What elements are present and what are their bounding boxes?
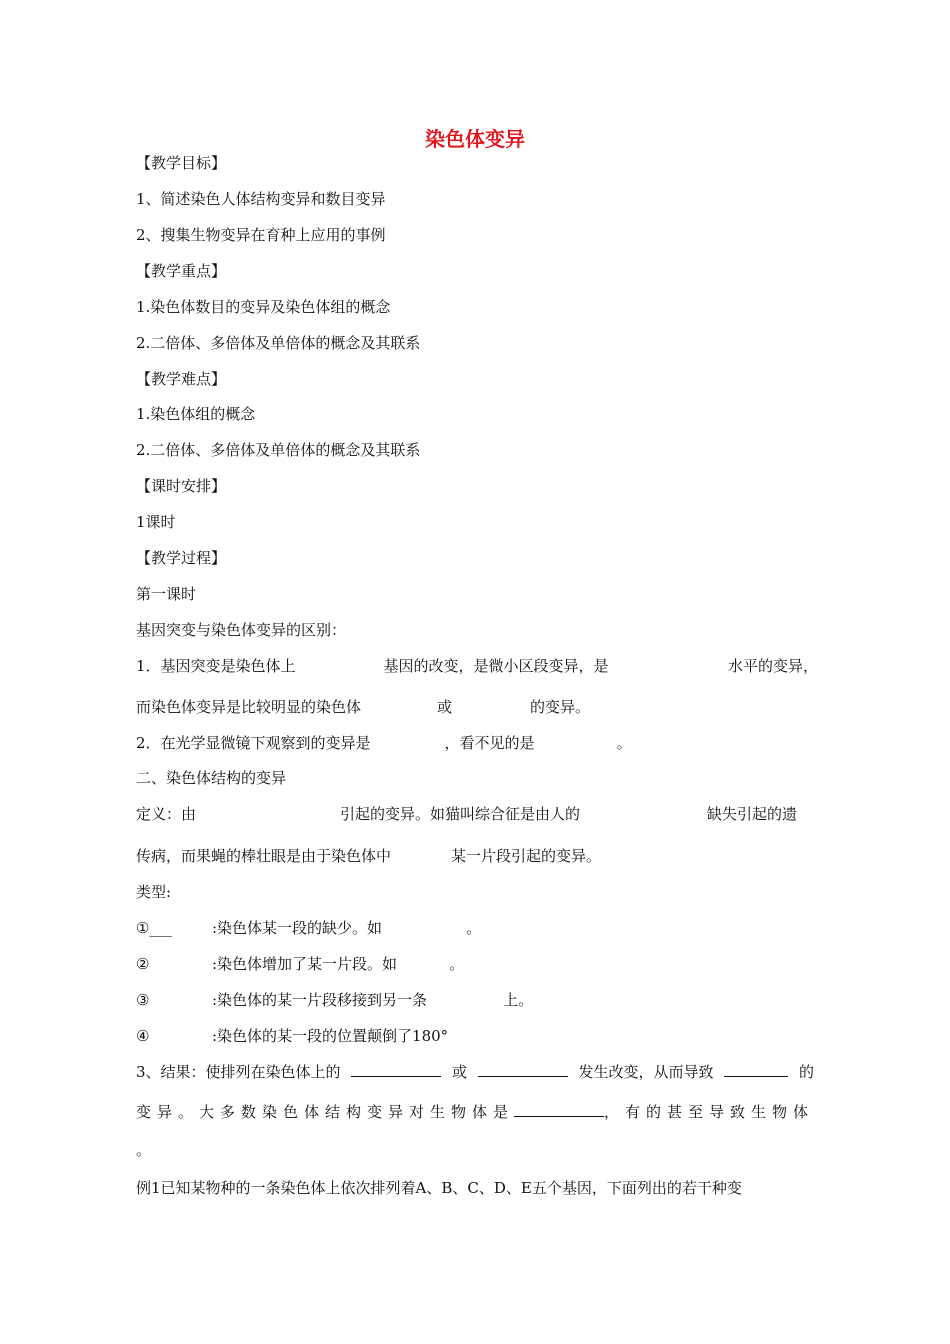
result-line-3: 。: [136, 1141, 152, 1159]
type-item-3: [136, 990, 149, 1010]
q1-text-d: 而染色体变异是比较明显的染色体: [136, 698, 362, 716]
def-text-b: 引起的变异。如猫叫综合征是由人的: [340, 805, 581, 823]
def-text-a: 定义：由: [136, 805, 197, 823]
type-description: :染色体某一段的缺少。如: [212, 919, 383, 937]
question-1-line-2: [136, 697, 590, 717]
result-line-1: [136, 1062, 814, 1082]
difficulty-1: 1.染色体组的概念: [136, 405, 256, 423]
heading-process: 【教学过程】: [136, 549, 227, 567]
lesson-one-label: 第一课时: [136, 585, 197, 603]
question-1-line-1: [136, 656, 609, 676]
goal-item-1: 1、简述染色人体结构变异和数目变异: [136, 190, 386, 208]
result-text-b: 或: [452, 1063, 468, 1081]
q2-text-c: 。: [616, 734, 632, 752]
type-description: :染色体的某一片段移接到另一条: [212, 991, 428, 1009]
heading-teaching-goals: 【教学目标】: [136, 154, 227, 172]
q2-text-b: ，看不见的是: [444, 734, 535, 752]
type-item-2: [136, 954, 149, 974]
document-title: 染色体变异: [425, 127, 525, 151]
type-end: 。: [449, 955, 465, 973]
result-text-a: 3、结果：使排列在染色体上的: [136, 1063, 341, 1081]
type-end: 。: [466, 919, 482, 937]
types-label: 类型:: [136, 883, 172, 901]
underline-blank[interactable]: [724, 1062, 788, 1077]
result-line-2: [136, 1102, 814, 1122]
key-point-2: 2.二倍体、多倍体及单倍体的概念及其联系: [136, 334, 421, 352]
type-number: ②: [136, 955, 150, 973]
definition-line-2: [136, 846, 601, 866]
result-text-f: ，有的甚至导致生物体: [603, 1103, 814, 1121]
example-1: 例1已知某物种的一条染色体上依次排列着A、B、C、D、E五个基因，下面列出的若干种变: [136, 1179, 742, 1197]
schedule-text: 1课时: [136, 513, 176, 531]
type-item-1: [136, 918, 172, 938]
key-point-1: 1.染色体数目的变异及染色体组的概念: [136, 298, 391, 316]
type-item-4: [136, 1026, 149, 1046]
type-1-text: [212, 918, 481, 938]
result-text-e: 变异。大多数染色体结构变异对生物体是: [136, 1103, 515, 1121]
result-text-d: 的: [798, 1063, 814, 1081]
q1-text-c: 水平的变异，: [728, 657, 819, 675]
underline-blank[interactable]: [478, 1062, 568, 1077]
goal-item-2: 2、搜集生物变异在育种上应用的事例: [136, 226, 386, 244]
q1-text-b: 基因的改变，是微小区段变异，是: [383, 657, 609, 675]
def-text-d: 传病，而果蝇的棒壮眼是由于染色体中: [136, 847, 392, 865]
type-number: ①___: [136, 919, 172, 937]
q1-text-a: 1．基因突变是染色体上: [136, 657, 296, 675]
q1-text-e: 或: [437, 698, 453, 716]
type-number: ④: [136, 1027, 150, 1045]
heading-difficulties: 【教学难点】: [136, 370, 227, 388]
type-end: 上。: [503, 991, 534, 1009]
result-text-c: 发生改变，从而导致: [578, 1063, 714, 1081]
q1-text-f: 的变异。: [530, 698, 591, 716]
type-number: ③: [136, 991, 150, 1009]
type-description: :染色体的某一段的位置颠倒了180°: [212, 1027, 449, 1045]
q2-text-a: 2．在光学显微镜下观察到的变异是: [136, 734, 371, 752]
type-3-text: [212, 990, 533, 1010]
difficulty-2: 2.二倍体、多倍体及单倍体的概念及其联系: [136, 441, 421, 459]
type-description: :染色体增加了某一片段。如: [212, 955, 398, 973]
definition-line-1: [136, 804, 580, 824]
comparison-heading: 基因突变与染色体变异的区别：: [136, 621, 347, 639]
def-text-e: 某一片段引起的变异。: [451, 847, 602, 865]
heading-schedule: 【课时安排】: [136, 477, 227, 495]
heading-key-points: 【教学重点】: [136, 262, 227, 280]
def-text-c: 缺失引起的遗: [707, 805, 798, 823]
type-2-text: [212, 954, 464, 974]
underline-blank[interactable]: [514, 1102, 604, 1117]
underline-blank[interactable]: [351, 1062, 441, 1077]
type-4-text: [212, 1026, 448, 1046]
question-2: [136, 733, 632, 753]
section-structure-variation: 二、染色体结构的变异: [136, 769, 287, 787]
